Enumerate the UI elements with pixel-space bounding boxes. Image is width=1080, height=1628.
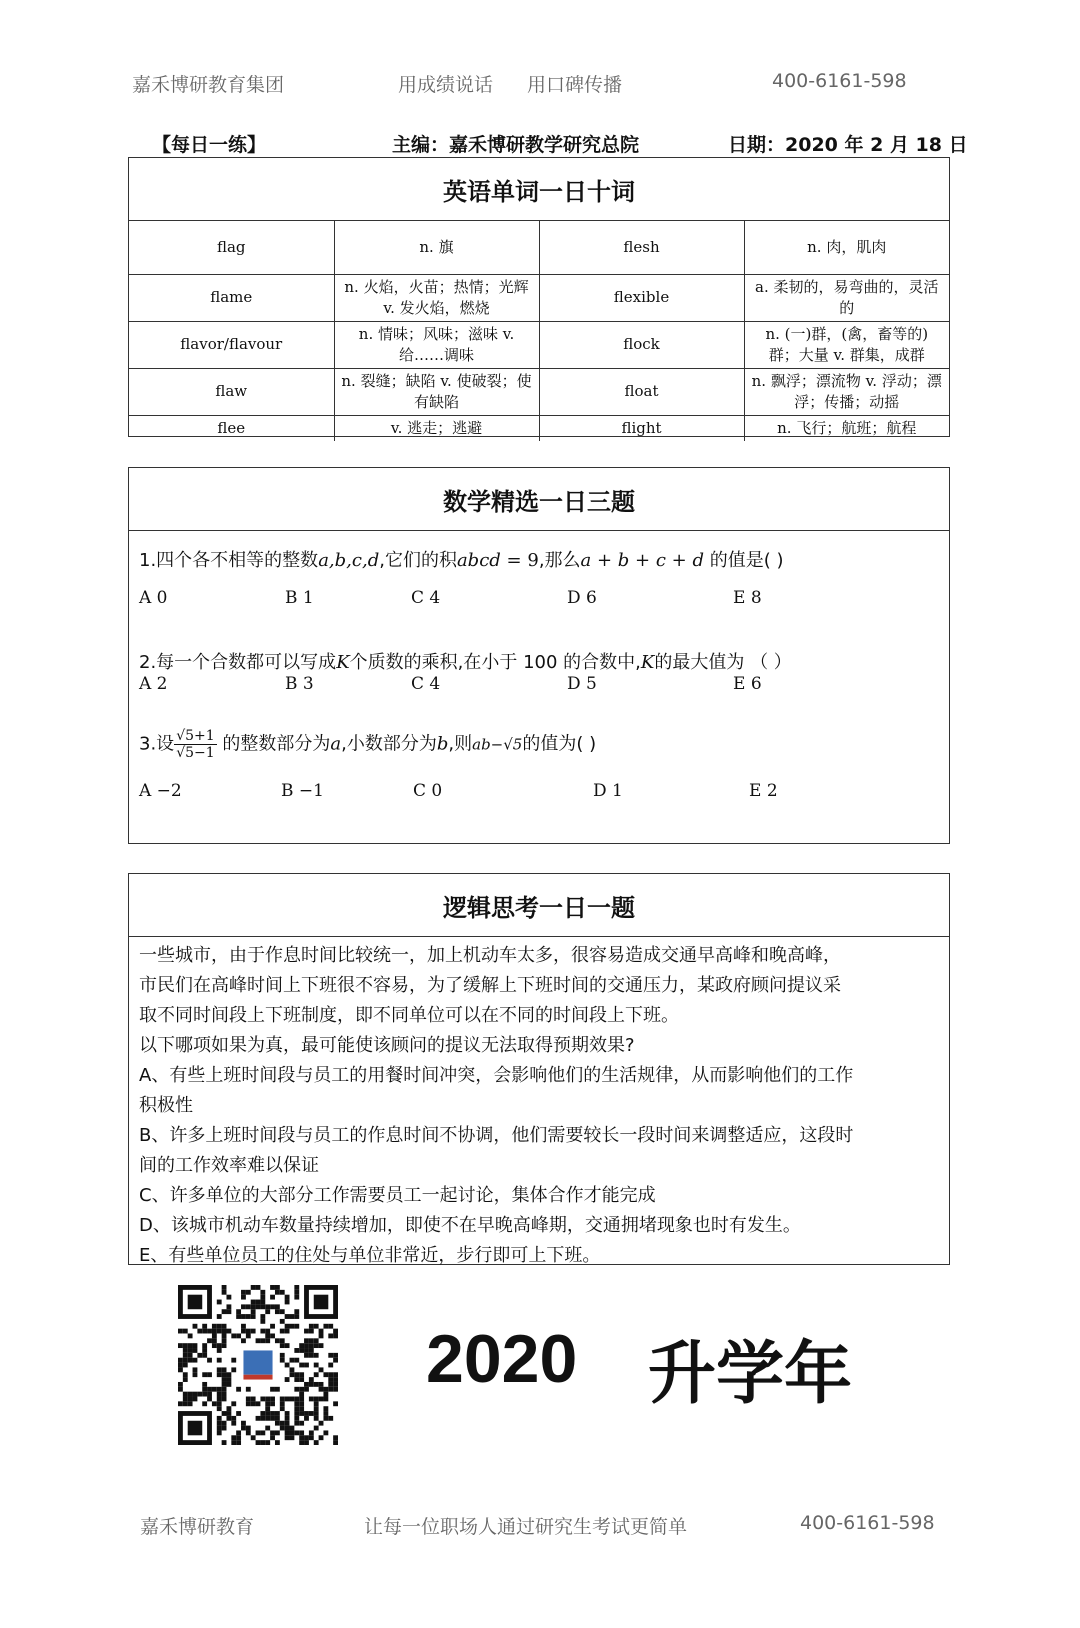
vocab-definition: v. 逃走；逃避	[334, 415, 539, 441]
vocab-row	[129, 274, 949, 321]
vocab-row	[129, 368, 949, 415]
logic-line: 以下哪项如果为真，最可能使该顾问的提议无法取得预期效果?	[139, 1035, 635, 1056]
answer-option: D 6	[567, 588, 597, 608]
english-title: 英语单词一日十词	[129, 158, 949, 221]
logic-line: E、有些单位员工的住处与单位非常近，步行即可上下班。	[139, 1245, 601, 1266]
logic-line: A、有些上班时间段与员工的用餐时间冲突，会影响他们的生活规律，从而影响他们的工作	[139, 1065, 854, 1086]
header-org: 嘉禾博研教育集团	[132, 74, 285, 96]
logic-line: 间的工作效率难以保证	[139, 1155, 319, 1176]
footer-motto: 让每一位职场人通过研究生考试更简单	[364, 1516, 688, 1538]
logic-line: 一些城市，由于作息时间比较统一，加上机动车太多，很容易造成交通早高峰和晚高峰，	[139, 945, 841, 966]
vocab-word: flexible	[539, 274, 744, 321]
answer-option: B 3	[285, 674, 314, 694]
answer-option: E 6	[733, 674, 762, 694]
answer-option: E 8	[733, 588, 762, 608]
answer-option: C 0	[413, 781, 443, 801]
vocab-word: flame	[129, 274, 334, 321]
vocab-word: flock	[539, 321, 744, 368]
logic-line: C、许多单位的大部分工作需要员工一起讨论，集体合作才能完成	[139, 1185, 656, 1206]
vocab-definition: n. 火焰，火苗；热情；光辉 v. 发火焰，燃烧	[334, 274, 539, 321]
vocab-word: flesh	[539, 221, 744, 274]
math-question-1: 1.四个各不相等的整数a,b,c,d,它们的积abcd = 9,那么a + b + c + d 的值是( )	[139, 550, 784, 571]
logic-line: 取不同时间段上下班制度，即不同单位可以在不同的时间段上下班。	[139, 1005, 679, 1026]
vocab-definition: n. 情味；风味；滋味 v. 给……调味	[334, 321, 539, 368]
logic-line: 市民们在高峰时间上下班很不容易，为了缓解上下班时间的交通压力，某政府顾问提议采	[139, 975, 841, 996]
answer-option: B −1	[281, 781, 324, 801]
footer-phone: 400-6161-598	[800, 1512, 935, 1534]
banner-year: 2020	[426, 1321, 578, 1397]
answer-option: D 5	[567, 674, 597, 694]
vocab-word: flight	[539, 415, 744, 441]
math-title: 数学精选一日三题	[129, 468, 949, 531]
answer-option: C 4	[411, 588, 441, 608]
footer-org: 嘉禾博研教育	[140, 1516, 255, 1538]
header-slogan-1: 用成绩说话	[398, 74, 494, 96]
answer-option: A 0	[139, 588, 168, 608]
header-slogan-2: 用口碑传播	[527, 74, 623, 96]
answer-option: A 2	[139, 674, 168, 694]
math-question-3: 3.设 $\frac{√5+1}{√5-1}$ 的整数部分为a,小数部分为b,则ab−√5的值为( )	[139, 728, 597, 761]
logic-line: B、许多上班时间段与员工的作息时间不协调，他们需要较长一段时间来调整适应，这段时	[139, 1125, 854, 1146]
header-phone: 400-6161-598	[772, 70, 907, 92]
daily-label: 【每日一练】	[152, 134, 267, 156]
vocab-definition: n. 肉，肌肉	[744, 221, 949, 274]
vocab-word: flavor/flavour	[129, 321, 334, 368]
vocab-row	[129, 415, 949, 441]
math-question-2: 2.每一个合数都可以写成K个质数的乘积,在小于 100 的合数中,K的最大值为 （ ）	[139, 652, 792, 673]
logic-section	[128, 873, 950, 1265]
banner-text: 升学年	[648, 1335, 853, 1414]
logic-line: D、该城市机动车数量持续增加，即使不在早晚高峰期，交通拥堵现象也时有发生。	[139, 1215, 801, 1236]
vocab-word: flaw	[129, 368, 334, 415]
vocab-definition: n. 裂缝；缺陷 v. 使破裂；使有缺陷	[334, 368, 539, 415]
vocab-definition: n. (一)群，(禽，畜等的)群；大量 v. 群集，成群	[744, 321, 949, 368]
vocab-definition: a. 柔韧的，易弯曲的，灵活的	[744, 274, 949, 321]
answer-option: A −2	[139, 781, 182, 801]
vocab-definition: n. 飘浮；漂流物 v. 浮动；漂浮；传播；动摇	[744, 368, 949, 415]
answer-option: C 4	[411, 674, 441, 694]
vocab-definition: n. 旗	[334, 221, 539, 274]
english-section	[128, 157, 950, 437]
vocab-word: flag	[129, 221, 334, 274]
editor-label: 主编：嘉禾博研教学研究总院	[392, 134, 640, 156]
vocab-row	[129, 221, 949, 274]
math-section	[128, 467, 950, 844]
fraction: $\frac{√5+1}{√5-1}$	[176, 728, 215, 761]
vocab-definition: n. 飞行；航班；航程	[744, 415, 949, 441]
vocab-word: float	[539, 368, 744, 415]
vocab-word: flee	[129, 415, 334, 441]
answer-option: B 1	[285, 588, 314, 608]
vocab-table	[129, 221, 949, 441]
qr-code-icon	[178, 1285, 338, 1445]
date-label: 日期：2020 年 2 月 18 日	[728, 134, 968, 156]
answer-option: E 2	[749, 781, 778, 801]
logic-line: 积极性	[139, 1095, 193, 1116]
vocab-row	[129, 321, 949, 368]
answer-option: D 1	[593, 781, 623, 801]
logic-title: 逻辑思考一日一题	[129, 874, 949, 937]
logic-question	[129, 937, 949, 1277]
